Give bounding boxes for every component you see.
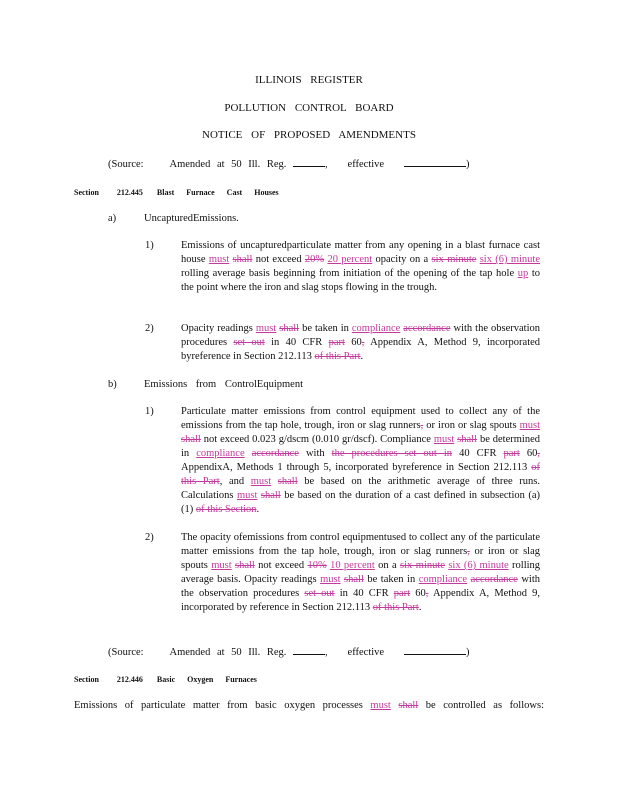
register-title: ILLINOIS REGISTER — [255, 74, 363, 86]
paragraph-b-2-text: The opacity ofemissions from control equipmentused to collect any of the particulate matter emissions from the tap hole, trough, iron or slag runners, or iron or slag spouts must shall not exceed 10% 10 percent on a six-minute six (6) minute rolling average basis. Opacity readings must shall be taken in compliance accordance with the observation procedures set out in 40 CFR part 60, Appendix A, Method 9, incorporated by reference in Section 212.113 of this Part. — [181, 532, 541, 613]
board-title: POLLUTION CONTROL BOARD — [224, 102, 394, 114]
subsection-a: a) UncapturedEmissions. — [108, 213, 239, 224]
effective-date-blank — [404, 156, 466, 167]
notice-title: NOTICE OF PROPOSED AMENDMENTS — [202, 129, 416, 141]
section-heading-212-446: Section 212.446 Basic Oxygen Furnaces — [74, 675, 257, 684]
effective-date-blank — [404, 644, 466, 655]
reg-page-blank — [293, 644, 325, 655]
paragraph-a-2: 2) Opacity readings must shall be taken in compliance accordance with the observation procedures set out in 40 CFR part 60, Appendix A, Method 9, incorporated byreference in Section 212.113 of this Part. — [145, 323, 541, 362]
paragraph-b-1: 1) Particulate matter emissions from control equipment used to collect any of the emissions from the tap hole, trough, iron or slag runners, or iron or slag spouts must shall not exceed 0.023 g/dscm (0.010 gr/dscf). Compliance must shall be determined in compliance accordance with the procedures set out in 40 CFR part 60, AppendixA, Methods 1 through 5, incorporated byreference in Section 212.113 of this Part, and must shall be based on the arithmetic average of three runs. Calculations must shall be based on the duration of a cast defined in subsection (a)(1) of this Section. — [145, 406, 541, 515]
section-212-446-intro: Emissions of particulate matter from basic oxygen processes must shall be controlled as follows: — [74, 700, 544, 711]
paragraph-a-2-text: Opacity readings must shall be taken in compliance accordance with the observation procedures set out in 40 CFR part 60, Appendix A, Method 9, incorporated byreference in Section 212.113 of this Part. — [181, 323, 541, 362]
subsection-b: b) Emissions from ControlEquipment — [108, 379, 303, 390]
paragraph-a-1: 1) Emissions of uncapturedparticulate matter from any opening in a blast furnace cast house must shall not exceed 20% 20 percent opacity on a six-minute six (6) minute rolling average basis beginning from initiation of the opening of the tap hole up to the point where the iron and slag stops flowing in the trough. — [145, 240, 540, 293]
reg-page-blank — [293, 156, 325, 167]
paragraph-b-1-text: Particulate matter emissions from control equipment used to collect any of the emissions from the tap hole, trough, iron or slag runners, or iron or slag spouts must shall not exceed 0.023 g/dscm (0.010 gr/dscf). Compliance must shall be determined in compliance accordance with the procedures set out in 40 CFR part 60, AppendixA, Methods 1 through 5, incorporated byreference in Section 212.113 of this Part, and must shall be based on the arithmetic average of three runs. Calculations must shall be based on the duration of a cast defined in subsection (a)(1) of this Section. — [181, 406, 541, 515]
paragraph-b-2: 2) The opacity ofemissions from control equipmentused to collect any of the particulate matter emissions from the tap hole, trough, iron or slag runners, or iron or slag spouts must shall not exceed 10% 10 percent on a six-minute six (6) minute rolling average basis. Opacity readings must shall be taken in compliance accordance with the observation procedures set out in 40 CFR part 60, Appendix A, Method 9, incorporated by reference in Section 212.113 of this Part. — [145, 532, 541, 613]
source-note-1: (Source: Amended at 50 Ill. Reg. , effective ) — [108, 156, 448, 172]
section-heading-212-445: Section 212.445 Blast Furnace Cast Houses — [74, 188, 279, 197]
paragraph-a-1-text: Emissions of uncapturedparticulate matter from any opening in a blast furnace cast house must shall not exceed 20% 20 percent opacity on a six-minute six (6) minute rolling average basis beginning from initiation of the opening of the tap hole up to the point where the iron and slag stops flowing in the trough. — [181, 240, 540, 293]
source-note-2: (Source: Amended at 50 Ill. Reg. , effective ) — [108, 644, 448, 660]
